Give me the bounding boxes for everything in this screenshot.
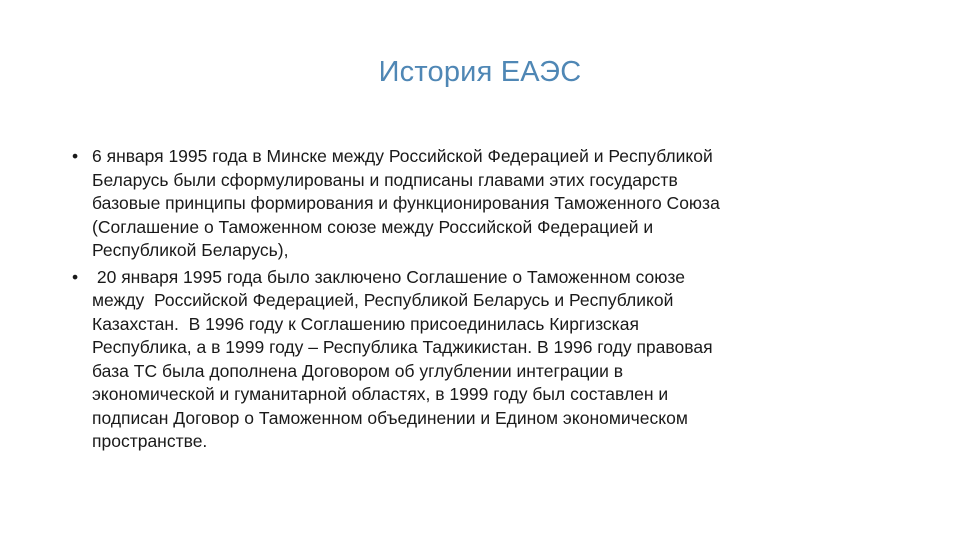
bullet-list [72,145,892,457]
bullet-item-1 [72,145,892,263]
bullet-marker-icon: • [72,146,79,166]
slide-title: История ЕАЭС [378,56,582,88]
bullet-text-2: 20 января 1995 года было заключено Соглашение о Таможенном союзе между Российской Федерацией, Республикой Беларусь и Республикой Казахстан. В 1996 году к Соглашению присоединилась Киргизская Республика, а в 1999 году – Республика Таджикистан. В 1996 году правовая база ТС была дополнена Договором об углублении интеграции в экономической и гуманитарной областях, в 1999 году был составлен и подписан Договор о Таможенном объединении и Едином экономическом пространстве. [92,266,713,451]
bullet-marker-icon: • [72,266,79,287]
bullet-text-1: 6 января 1995 года в Минске между Российской Федерацией и Республикой Беларусь были сформулированы и подписаны главами этих государств базовые принципы формирования и функционирования Таможенного Союза (Соглашение о Таможенном союзе между Российской Федерацией и Республикой Беларусь), [92,146,720,260]
bullet-item-2 [72,266,892,454]
